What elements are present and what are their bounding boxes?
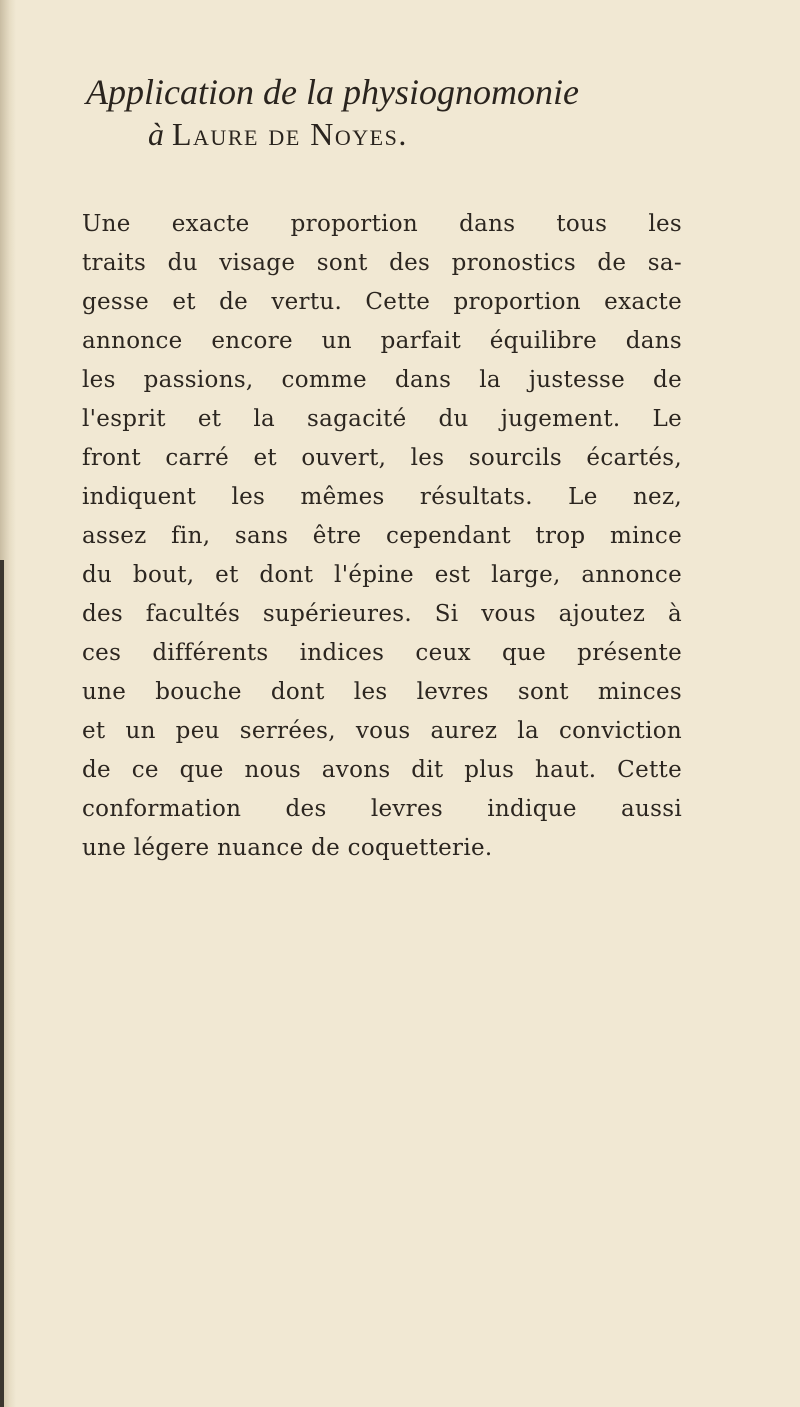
text-line: une bouche dont les levres sont minces — [82, 679, 682, 705]
text-line: traits du visage sont des pronostics de sa- — [82, 250, 682, 276]
section-subtitle — [148, 114, 700, 154]
book-binding-edge — [0, 560, 4, 1407]
text-line: ces différents indices ceux que présente — [82, 640, 682, 666]
section-title: Application de la physiognomonie — [86, 72, 579, 112]
text-line: et un peu serrées, vous aurez la conviction — [82, 718, 682, 744]
subtitle-preposition: à — [148, 116, 164, 152]
text-line: de ce que nous avons dit plus haut. Cette — [82, 757, 682, 783]
text-line: conformation des levres indique aussi — [82, 796, 682, 822]
text-line: Une exacte proportion dans tous les — [82, 211, 682, 237]
body-paragraph — [60, 205, 682, 868]
text-line: du bout, et dont l'épine est large, annonce — [82, 562, 682, 588]
text-line: une légere nuance de coquetterie. — [82, 835, 493, 861]
text-line: les passions, comme dans la justesse de — [82, 367, 682, 393]
book-page — [60, 70, 700, 868]
text-line: annonce encore un parfait équilibre dans — [82, 328, 682, 354]
text-line: indiquent les mêmes résultats. Le nez, — [82, 484, 682, 510]
text-line: gesse et de vertu. Cette proportion exacte — [82, 289, 682, 315]
text-line: l'esprit et la sagacité du jugement. Le — [82, 406, 682, 432]
text-line: front carré et ouvert, les sourcils écartés, — [82, 445, 682, 471]
text-line: des facultés supérieures. Si vous ajoutez à — [82, 601, 682, 627]
text-line: assez fin, sans être cependant trop mince — [82, 523, 682, 549]
subtitle-name: Laure de Noyes. — [172, 116, 408, 152]
